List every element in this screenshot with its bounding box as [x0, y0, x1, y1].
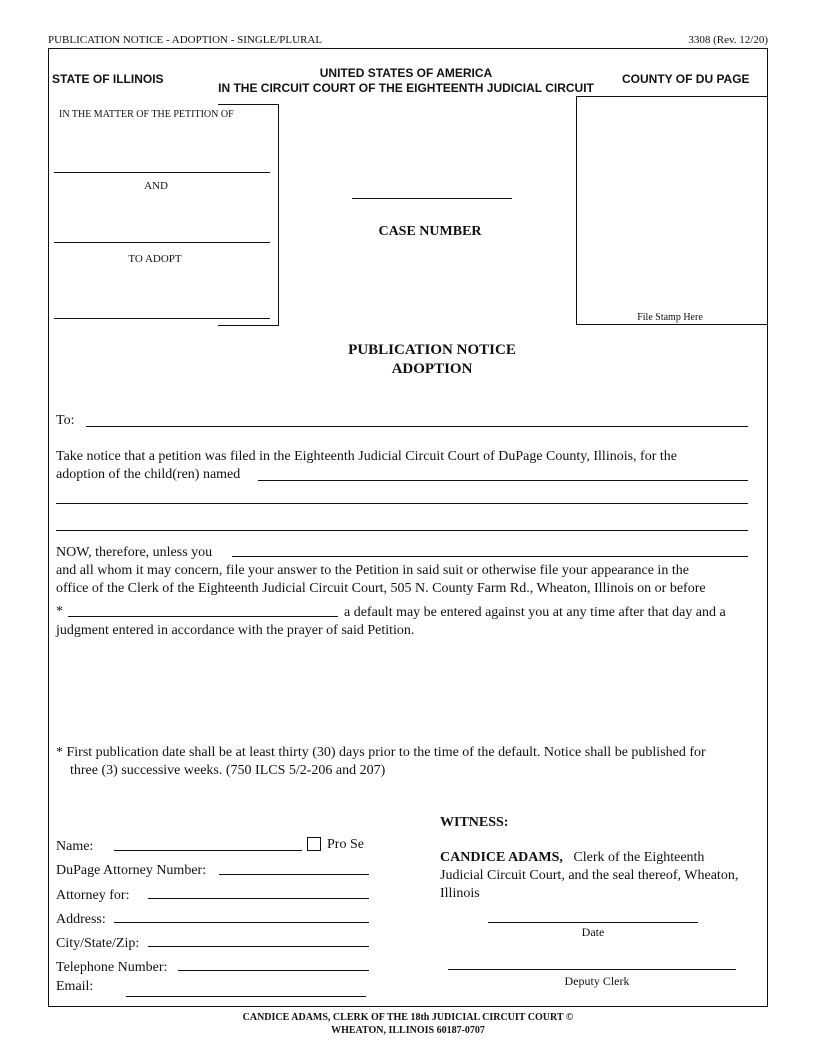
footer-line-2: WHEATON, ILLINOIS 60187-0707: [331, 1025, 485, 1036]
respondent-field[interactable]: [232, 540, 748, 557]
telephone-field[interactable]: [178, 954, 369, 971]
default-text: a default may be entered against you at any time after that day and a: [344, 605, 726, 620]
notice-line-2: adoption of the child(ren) named: [56, 467, 241, 482]
circuit-label: IN THE CIRCUIT COURT OF THE EIGHTEENTH JUDICIAL CIRCUIT: [218, 81, 594, 95]
email-field[interactable]: [126, 980, 366, 997]
case-number-label: CASE NUMBER: [378, 224, 482, 239]
clerk-text-1: Clerk of the Eighteenth: [573, 850, 705, 865]
petitioner-1-field[interactable]: [54, 156, 270, 173]
caption-right-border: [278, 104, 279, 325]
now-label: NOW, therefore, unless you: [56, 545, 213, 560]
clerk-name: CANDICE ADAMS,: [440, 850, 563, 865]
pro-se-checkbox[interactable]: [307, 837, 321, 851]
attorney-for-field[interactable]: [148, 882, 369, 899]
date-field[interactable]: [488, 906, 698, 923]
file-stamp-label: File Stamp Here: [637, 312, 703, 323]
to-label: To:: [56, 413, 75, 428]
clerk-line-1: [440, 849, 704, 867]
to-adopt-label: TO ADOPT: [128, 253, 182, 265]
matter-label: IN THE MATTER OF THE PETITION OF: [59, 109, 234, 120]
county-label: COUNTY OF DU PAGE: [622, 72, 750, 86]
and-label: AND: [144, 180, 168, 192]
footnote-line-2: three (3) successive weeks. (750 ILCS 5/2-206 and 207): [70, 763, 386, 778]
email-label: Email:: [56, 979, 94, 994]
attorney-number-label: DuPage Attorney Number:: [56, 863, 207, 878]
telephone-label: Telephone Number:: [56, 960, 168, 975]
footer-line-1: CANDICE ADAMS, CLERK OF THE 18th JUDICIAL CIRCUIT COURT ©: [242, 1012, 574, 1023]
city-field[interactable]: [148, 930, 369, 947]
para2-line-2: office of the Clerk of the Eighteenth Judicial Circuit Court, 505 N. County Farm Rd., Wheaton, Illinois on or before: [56, 581, 706, 596]
caption-bottom-border: [218, 325, 279, 326]
pro-se-label: Pro Se: [327, 837, 364, 852]
clerk-line-2: Judicial Circuit Court, and the seal thereof, Wheaton,: [440, 868, 739, 883]
form-number: 3308 (Rev. 12/20): [688, 34, 768, 46]
case-number-field[interactable]: [352, 182, 512, 199]
notice-line-1: Take notice that a petition was filed in the Eighteenth Judicial Circuit Court of DuPage County, Illinois, for the: [56, 449, 677, 464]
asterisk-mark: *: [56, 604, 63, 619]
petitioner-2-field[interactable]: [54, 226, 270, 243]
children-names-field-3[interactable]: [56, 514, 748, 531]
address-field[interactable]: [114, 906, 369, 923]
deputy-clerk-field[interactable]: [448, 953, 736, 970]
adoptee-field[interactable]: [54, 302, 270, 319]
city-label: City/State/Zip:: [56, 936, 140, 951]
state-label: STATE OF ILLINOIS: [52, 72, 164, 86]
name-field[interactable]: [114, 834, 302, 851]
country-label: UNITED STATES OF AMERICA: [319, 66, 493, 80]
attorney-for-label: Attorney for:: [56, 888, 130, 903]
default-date-field[interactable]: [68, 600, 338, 617]
to-field[interactable]: [86, 410, 748, 427]
judgment-text: judgment entered in accordance with the prayer of said Petition.: [56, 623, 415, 638]
deputy-clerk-label: Deputy Clerk: [564, 974, 630, 988]
children-names-field[interactable]: [258, 464, 748, 481]
notice-subtitle: ADOPTION: [391, 361, 473, 377]
caption-top-border: [218, 104, 278, 105]
footnote-line-1: * First publication date shall be at least thirty (30) days prior to the time of the default. Notice shall be published for: [56, 745, 706, 760]
form-title: PUBLICATION NOTICE - ADOPTION - SINGLE/PLURAL: [48, 34, 323, 46]
name-label: Name:: [56, 839, 94, 854]
witness-label: WITNESS:: [440, 815, 509, 830]
notice-title: PUBLICATION NOTICE: [348, 342, 516, 358]
children-names-field-2[interactable]: [56, 487, 748, 504]
attorney-number-field[interactable]: [219, 858, 369, 875]
clerk-line-3: Illinois: [440, 886, 480, 901]
address-label: Address:: [56, 912, 106, 927]
date-label: Date: [581, 925, 605, 939]
para2-line-1: and all whom it may concern, file your answer to the Petition in said suit or otherwise file your appearance in the: [56, 563, 689, 578]
file-stamp-box: [576, 96, 768, 325]
